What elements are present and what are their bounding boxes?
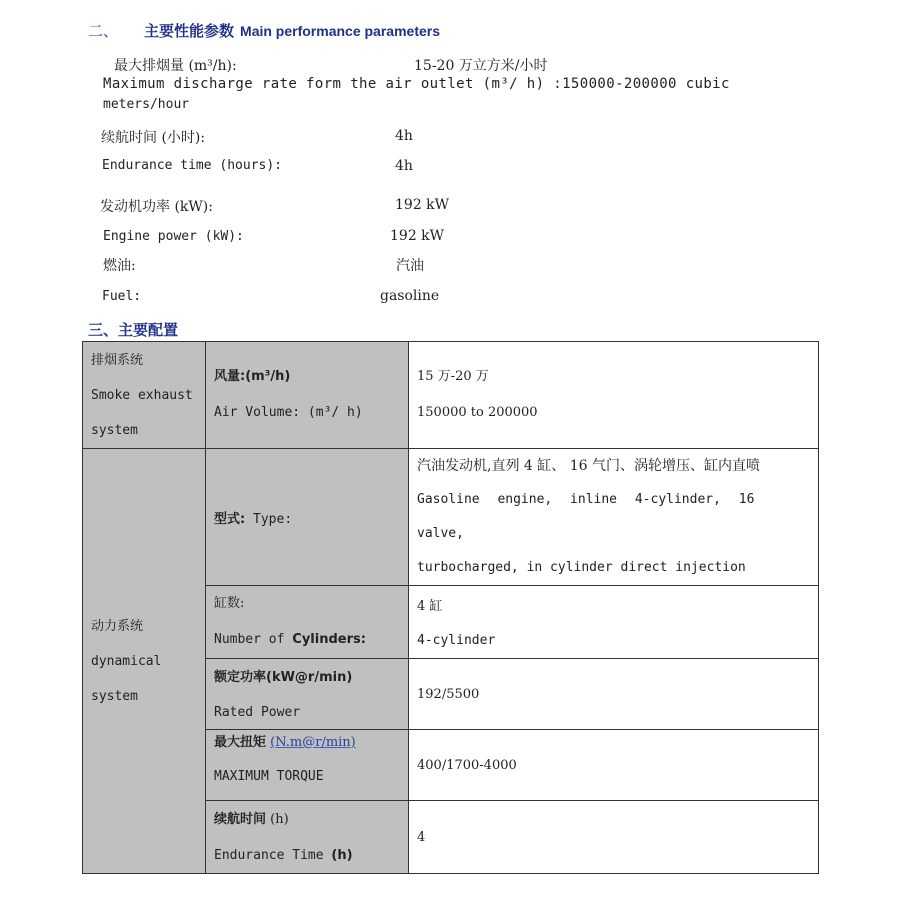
value-en: 4-cylinder [417,633,496,648]
table-row-smoke [83,342,819,449]
configuration-table [82,341,819,874]
item-air-volume [206,342,409,449]
endurance-en-label: Endurance time (hours): [102,158,283,173]
exhaust-en-line2: meters/hour [103,97,190,112]
category-smoke-exhaust [83,342,206,449]
category-en-2: system [91,688,138,704]
value-cn: 15 万-20 万 [417,369,489,384]
item-endurance [206,801,409,874]
endurance-cn-label: 续航时间 (小时): [101,130,206,146]
item-cn: 额定功率(kW@r/min) [214,670,353,685]
fuel-cn-value: 汽油 [396,258,424,274]
item-cylinders [206,586,409,659]
power-cn-value: 192 kW [395,197,450,213]
section-2-heading [88,20,440,41]
power-en-value: 192 kW [390,228,445,244]
exhaust-cn-value: 15-20 万立方米/小时 [414,58,548,74]
item-unit: (h) [266,812,289,827]
item-en-unit: (h) [331,848,353,863]
item-en: Rated Power [214,705,301,720]
item-cn: 型式: [214,511,246,527]
item-en: Type: [245,511,293,527]
value-air-volume [409,342,819,449]
fuel-en-label: Fuel: [102,289,142,304]
value-en-1: Gasoline engine, inline 4-cylinder, 16 valve, [417,492,755,541]
item-cn: 最大扭矩 [214,735,267,750]
item-en: Endurance Time [214,848,332,863]
item-rated-power [206,659,409,730]
section-2-title-cn: 主要性能参数 [144,22,235,40]
section-2-title-en: Main performance parameters [240,23,440,39]
value-cylinders [409,586,819,659]
value-endurance: 4 [409,801,819,874]
category-en-1: Smoke exhaust [91,387,193,403]
torque-unit: (N.m@r/min) [270,735,356,750]
fuel-cn-label: 燃油: [103,258,136,274]
item-en: Number of [214,632,293,647]
category-en-2: system [91,422,138,438]
value-en: 150000 to 200000 [417,405,538,420]
category-en-1: dynamical [91,653,162,669]
category-cn: 排烟系统 [91,352,144,368]
item-en: Air Volume: (m³/ h) [214,405,363,420]
exhaust-cn-label: 最大排烟量 (m³/h): [114,58,237,74]
item-cn: 续航时间 [214,812,267,827]
item-type [206,449,409,586]
item-max-torque [206,730,409,801]
endurance-en-value: 4h [395,158,413,174]
section-3-heading: 三、主要配置 [88,321,179,339]
item-cn: 缸数: [214,596,245,611]
category-power-system [83,449,206,874]
table-row-type [83,449,819,586]
section-2-number: 二、 [88,22,119,40]
value-type [409,449,819,586]
power-en-label: Engine power (kW): [103,229,244,244]
power-cn-label: 发动机功率 (kW): [100,199,213,215]
fuel-en-value: gasoline [380,288,440,304]
endurance-cn-value: 4h [395,128,413,144]
value-rated-power: 192/5500 [409,659,819,730]
item-en-bold: Cylinders: [292,632,366,647]
item-cn: 风量:(m³/h) [214,369,291,384]
item-en: MAXIMUM TORQUE [214,769,324,784]
value-max-torque: 400/1700-4000 [409,730,819,801]
category-cn: 动力系统 [91,618,144,634]
value-en-2: turbocharged, in cylinder direct injection [417,560,746,575]
exhaust-en-line1: Maximum discharge rate form the air outlet (m³/ h) :150000-200000 cubic [103,76,730,92]
value-cn: 4 缸 [417,599,443,614]
value-cn: 汽油发动机,直列 4 缸、 16 气门、涡轮增压、缸内直喷 [417,458,760,474]
